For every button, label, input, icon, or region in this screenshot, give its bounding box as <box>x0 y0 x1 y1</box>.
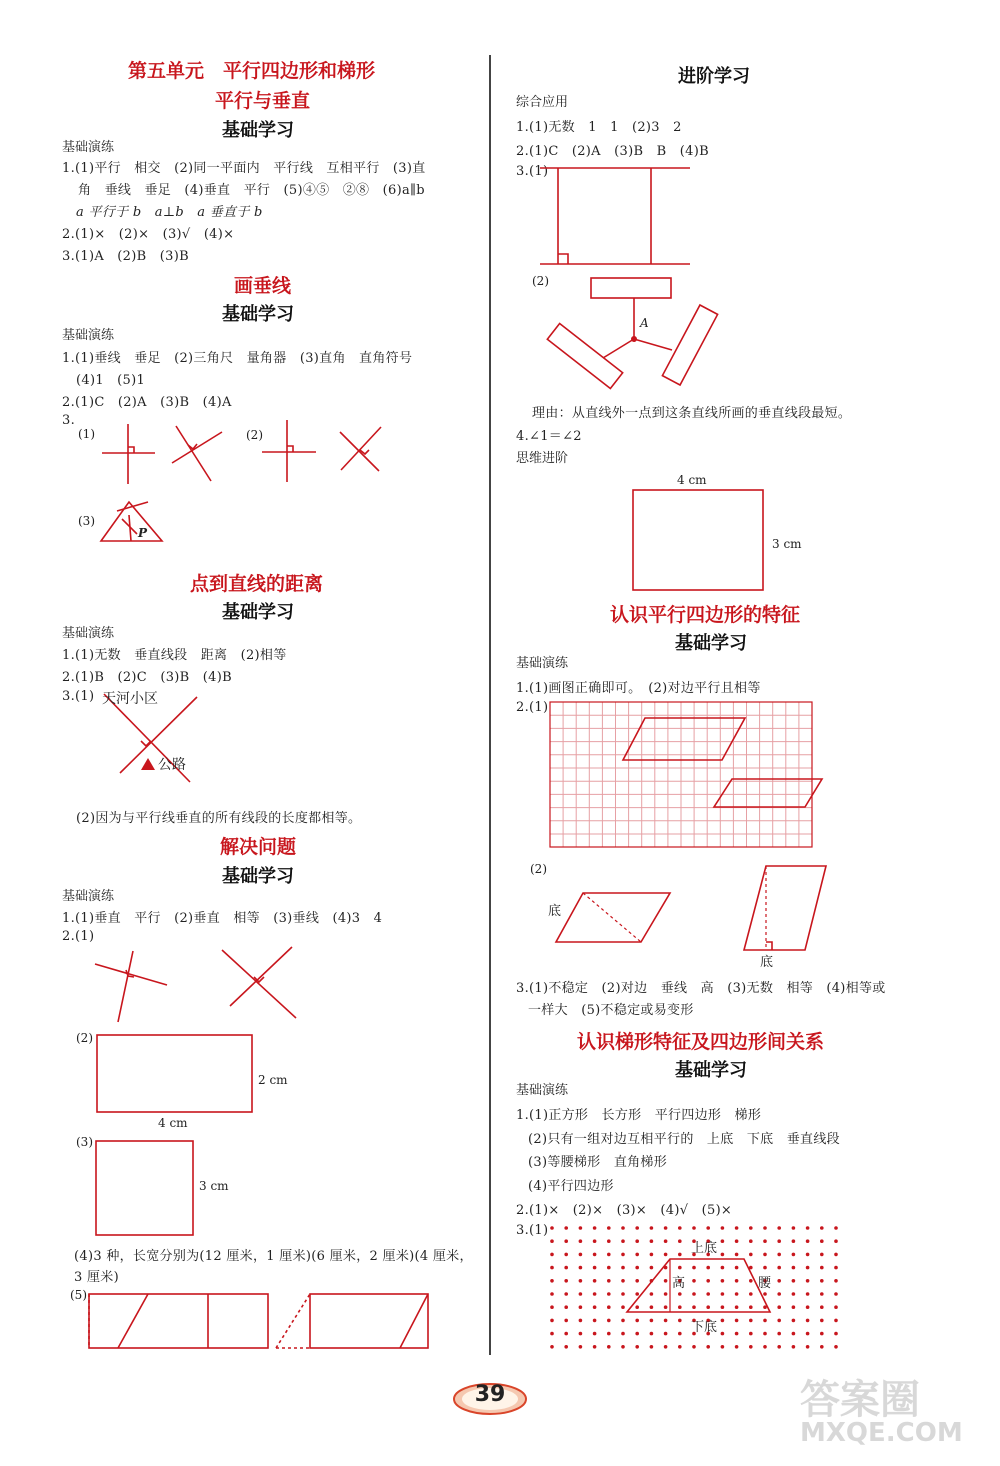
dimension-label: 4 cm <box>677 473 707 487</box>
answer-line: 2.(1)C (2)A (3)B B (4)B <box>516 144 709 159</box>
dimension-label: 4 cm <box>158 1116 188 1130</box>
bottom-base-label: 下底 <box>691 1320 718 1335</box>
answer-line: 3.(1)A (2)B (3)B <box>62 249 189 264</box>
answer-line: a 平行于 b a⊥b a 垂直于 b <box>76 205 263 220</box>
sub-question-label: (2) <box>246 428 263 442</box>
section-subtitle: 基础学习 <box>222 866 294 887</box>
section-subtitle: 基础学习 <box>675 633 747 654</box>
leg-label: 腰 <box>758 1276 772 1291</box>
answer-line: (2)只有一组对边互相平行的 上底 下底 垂直线段 <box>528 1132 840 1147</box>
exercise-label: 基础演练 <box>62 328 115 343</box>
answer-line: 3 厘米) <box>74 1270 119 1285</box>
answer-line: 4.∠1＝∠2 <box>516 429 582 444</box>
answer-line: (4)平行四边形 <box>528 1179 614 1194</box>
answer-line: (4)1 (5)1 <box>76 373 146 388</box>
sub-question-label: (3) <box>78 514 95 528</box>
answer-line: 3.(1)不稳定 (2)对边 垂线 高 (3)无数 相等 (4)相等或 <box>516 981 886 996</box>
answer-line: 理由：从直线外一点到这条直线所画的垂直线段最短。 <box>532 406 852 421</box>
answer-line: 一样大 (5)不稳定或易变形 <box>528 1003 694 1018</box>
answer-line: 2.(1)× (2)× (3)× (4)√ (5)× <box>516 1203 733 1218</box>
answer-line: 2.(1) <box>62 929 95 944</box>
answer-line: 2.(1)B (2)C (3)B (4)B <box>62 670 232 685</box>
exercise-label: 基础演练 <box>62 889 115 904</box>
exercise-label: 思维进阶 <box>516 451 569 466</box>
exercise-label: 基础演练 <box>516 1083 569 1098</box>
answer-line: 1.(1)正方形 长方形 平行四边形 梯形 <box>516 1108 762 1123</box>
answer-line: 2.(1)× (2)× (3)√ (4)× <box>62 227 235 242</box>
sub-question-label: (5) <box>70 1288 87 1302</box>
dimension-label: 3 cm <box>199 1179 229 1193</box>
dimension-label: 3 cm <box>772 537 802 551</box>
exercise-label: 基础演练 <box>516 656 569 671</box>
watermark-url: MXQE.COM <box>800 1418 963 1448</box>
sub-question-label: (2) <box>530 862 547 876</box>
section-subtitle: 基础学习 <box>675 1060 747 1081</box>
section-title-parallel-perpendicular: 平行与垂直 <box>215 90 311 112</box>
sub-question-label: (1) <box>78 427 95 441</box>
answer-line: 3.(1) <box>62 689 95 704</box>
answer-line: 角 垂线 垂足 (4)垂直 平行 (5)④⑤ ②⑧ (6)a∥b <box>78 183 425 198</box>
section-subtitle: 基础学习 <box>222 602 294 623</box>
section-title-draw-perpendicular: 画垂线 <box>234 275 292 297</box>
place-label-community: 天河小区 <box>102 691 158 707</box>
answer-line: (2)因为与平行线垂直的所有线段的长度都相等。 <box>76 811 362 826</box>
answer-line: 1.(1)画图正确即可。 (2)对边平行且相等 <box>516 681 761 696</box>
base-label: 底 <box>548 904 562 919</box>
sub-question-label: (2) <box>532 274 549 288</box>
answer-line: (4)3 种，长宽分别为(12 厘米，1 厘米)(6 厘米，2 厘米)(4 厘米， <box>74 1249 473 1264</box>
answer-line: 1.(1)垂直 平行 (2)垂直 相等 (3)垂线 (4)3 4 <box>62 911 383 926</box>
answer-line: 3. <box>62 413 76 428</box>
section-title-advanced: 进阶学习 <box>678 66 750 87</box>
height-label: 高 <box>672 1276 686 1291</box>
section-subtitle: 基础学习 <box>222 304 294 325</box>
answer-line: 1.(1)无数 垂直线段 距离 (2)相等 <box>62 648 287 663</box>
section-title-parallelogram: 认识平行四边形的特征 <box>610 604 801 626</box>
answer-line: 1.(1)平行 相交 (2)同一平面内 平行线 互相平行 (3)直 <box>62 161 426 176</box>
exercise-label: 综合应用 <box>516 95 569 110</box>
exercise-label: 基础演练 <box>62 140 115 155</box>
point-p-label: P <box>138 526 148 540</box>
answer-line: 2.(1)C (2)A (3)B (4)A <box>62 395 232 410</box>
point-a-label: A <box>640 316 649 330</box>
dimension-label: 2 cm <box>258 1073 288 1087</box>
watermark-logo: 答案圈 <box>800 1377 920 1423</box>
top-base-label: 上底 <box>691 1241 718 1256</box>
answer-line: 3.(1) <box>516 1223 549 1238</box>
section-title-solve-problems: 解决问题 <box>220 836 297 858</box>
unit-title: 第五单元 平行四边形和梯形 <box>128 60 376 82</box>
exercise-label: 基础演练 <box>62 626 115 641</box>
section-title-trapezoid: 认识梯形特征及四边形间关系 <box>577 1031 825 1053</box>
answer-line: 1.(1)垂线 垂足 (2)三角尺 量角器 (3)直角 直角符号 <box>62 351 413 366</box>
place-label-road: 公路 <box>158 757 186 773</box>
answer-line: (3)等腰梯形 直角梯形 <box>528 1155 668 1170</box>
answer-line: 1.(1)无数 1 1 (2)3 2 <box>516 120 682 135</box>
sub-question-label: (3) <box>76 1135 93 1149</box>
answer-line: 2.(1) <box>516 700 549 715</box>
sub-question-label: (2) <box>76 1031 93 1045</box>
section-subtitle: 基础学习 <box>222 120 294 141</box>
answer-line: 3.(1) <box>516 164 549 179</box>
base-label: 底 <box>760 955 774 970</box>
section-title-point-line-distance: 点到直线的距离 <box>190 573 324 595</box>
page-number: 39 <box>474 1382 506 1407</box>
